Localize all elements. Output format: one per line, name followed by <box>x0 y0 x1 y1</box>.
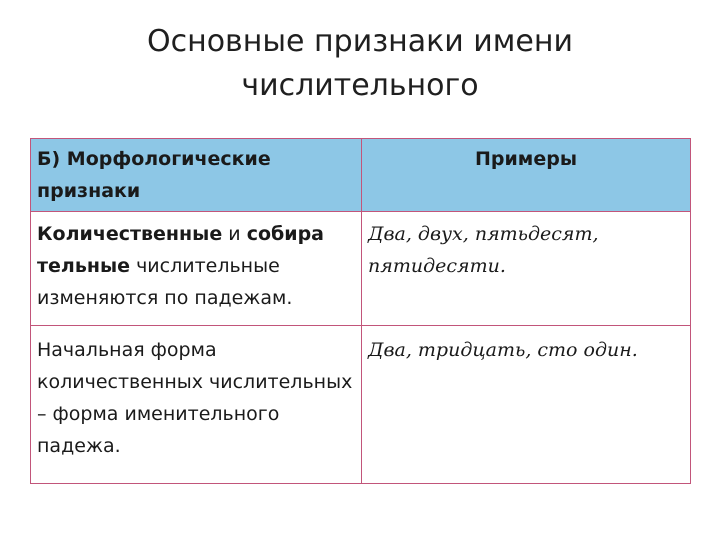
table-row <box>31 326 691 484</box>
feature-term-cardinal: Количественные <box>37 223 223 245</box>
table-row <box>31 212 691 326</box>
header-cell-features: Б) Морфологические признаки <box>31 139 362 212</box>
feature-cell-initial-form: Начальная форма количественных числительных – форма именительного падежа. <box>31 326 362 484</box>
header-cell-examples: Примеры <box>362 139 691 212</box>
feature-term-collective: собира тельные <box>37 223 325 277</box>
table-header-row <box>31 139 691 212</box>
example-cell-declension: Два, двух, пятьдесят, пятидесяти. <box>362 212 691 326</box>
slide-title <box>60 20 660 108</box>
feature-text-rest: числительные изменяются по падежам. <box>37 255 293 309</box>
features-table <box>30 138 691 484</box>
slide-title-line-1: Основные признаки имени <box>146 24 573 59</box>
feature-text-and: и <box>222 223 247 245</box>
slide-title-line-2: числительного <box>241 68 479 103</box>
feature-cell-declension <box>31 212 362 326</box>
example-cell-initial-form: Два, тридцать, сто один. <box>362 326 691 484</box>
